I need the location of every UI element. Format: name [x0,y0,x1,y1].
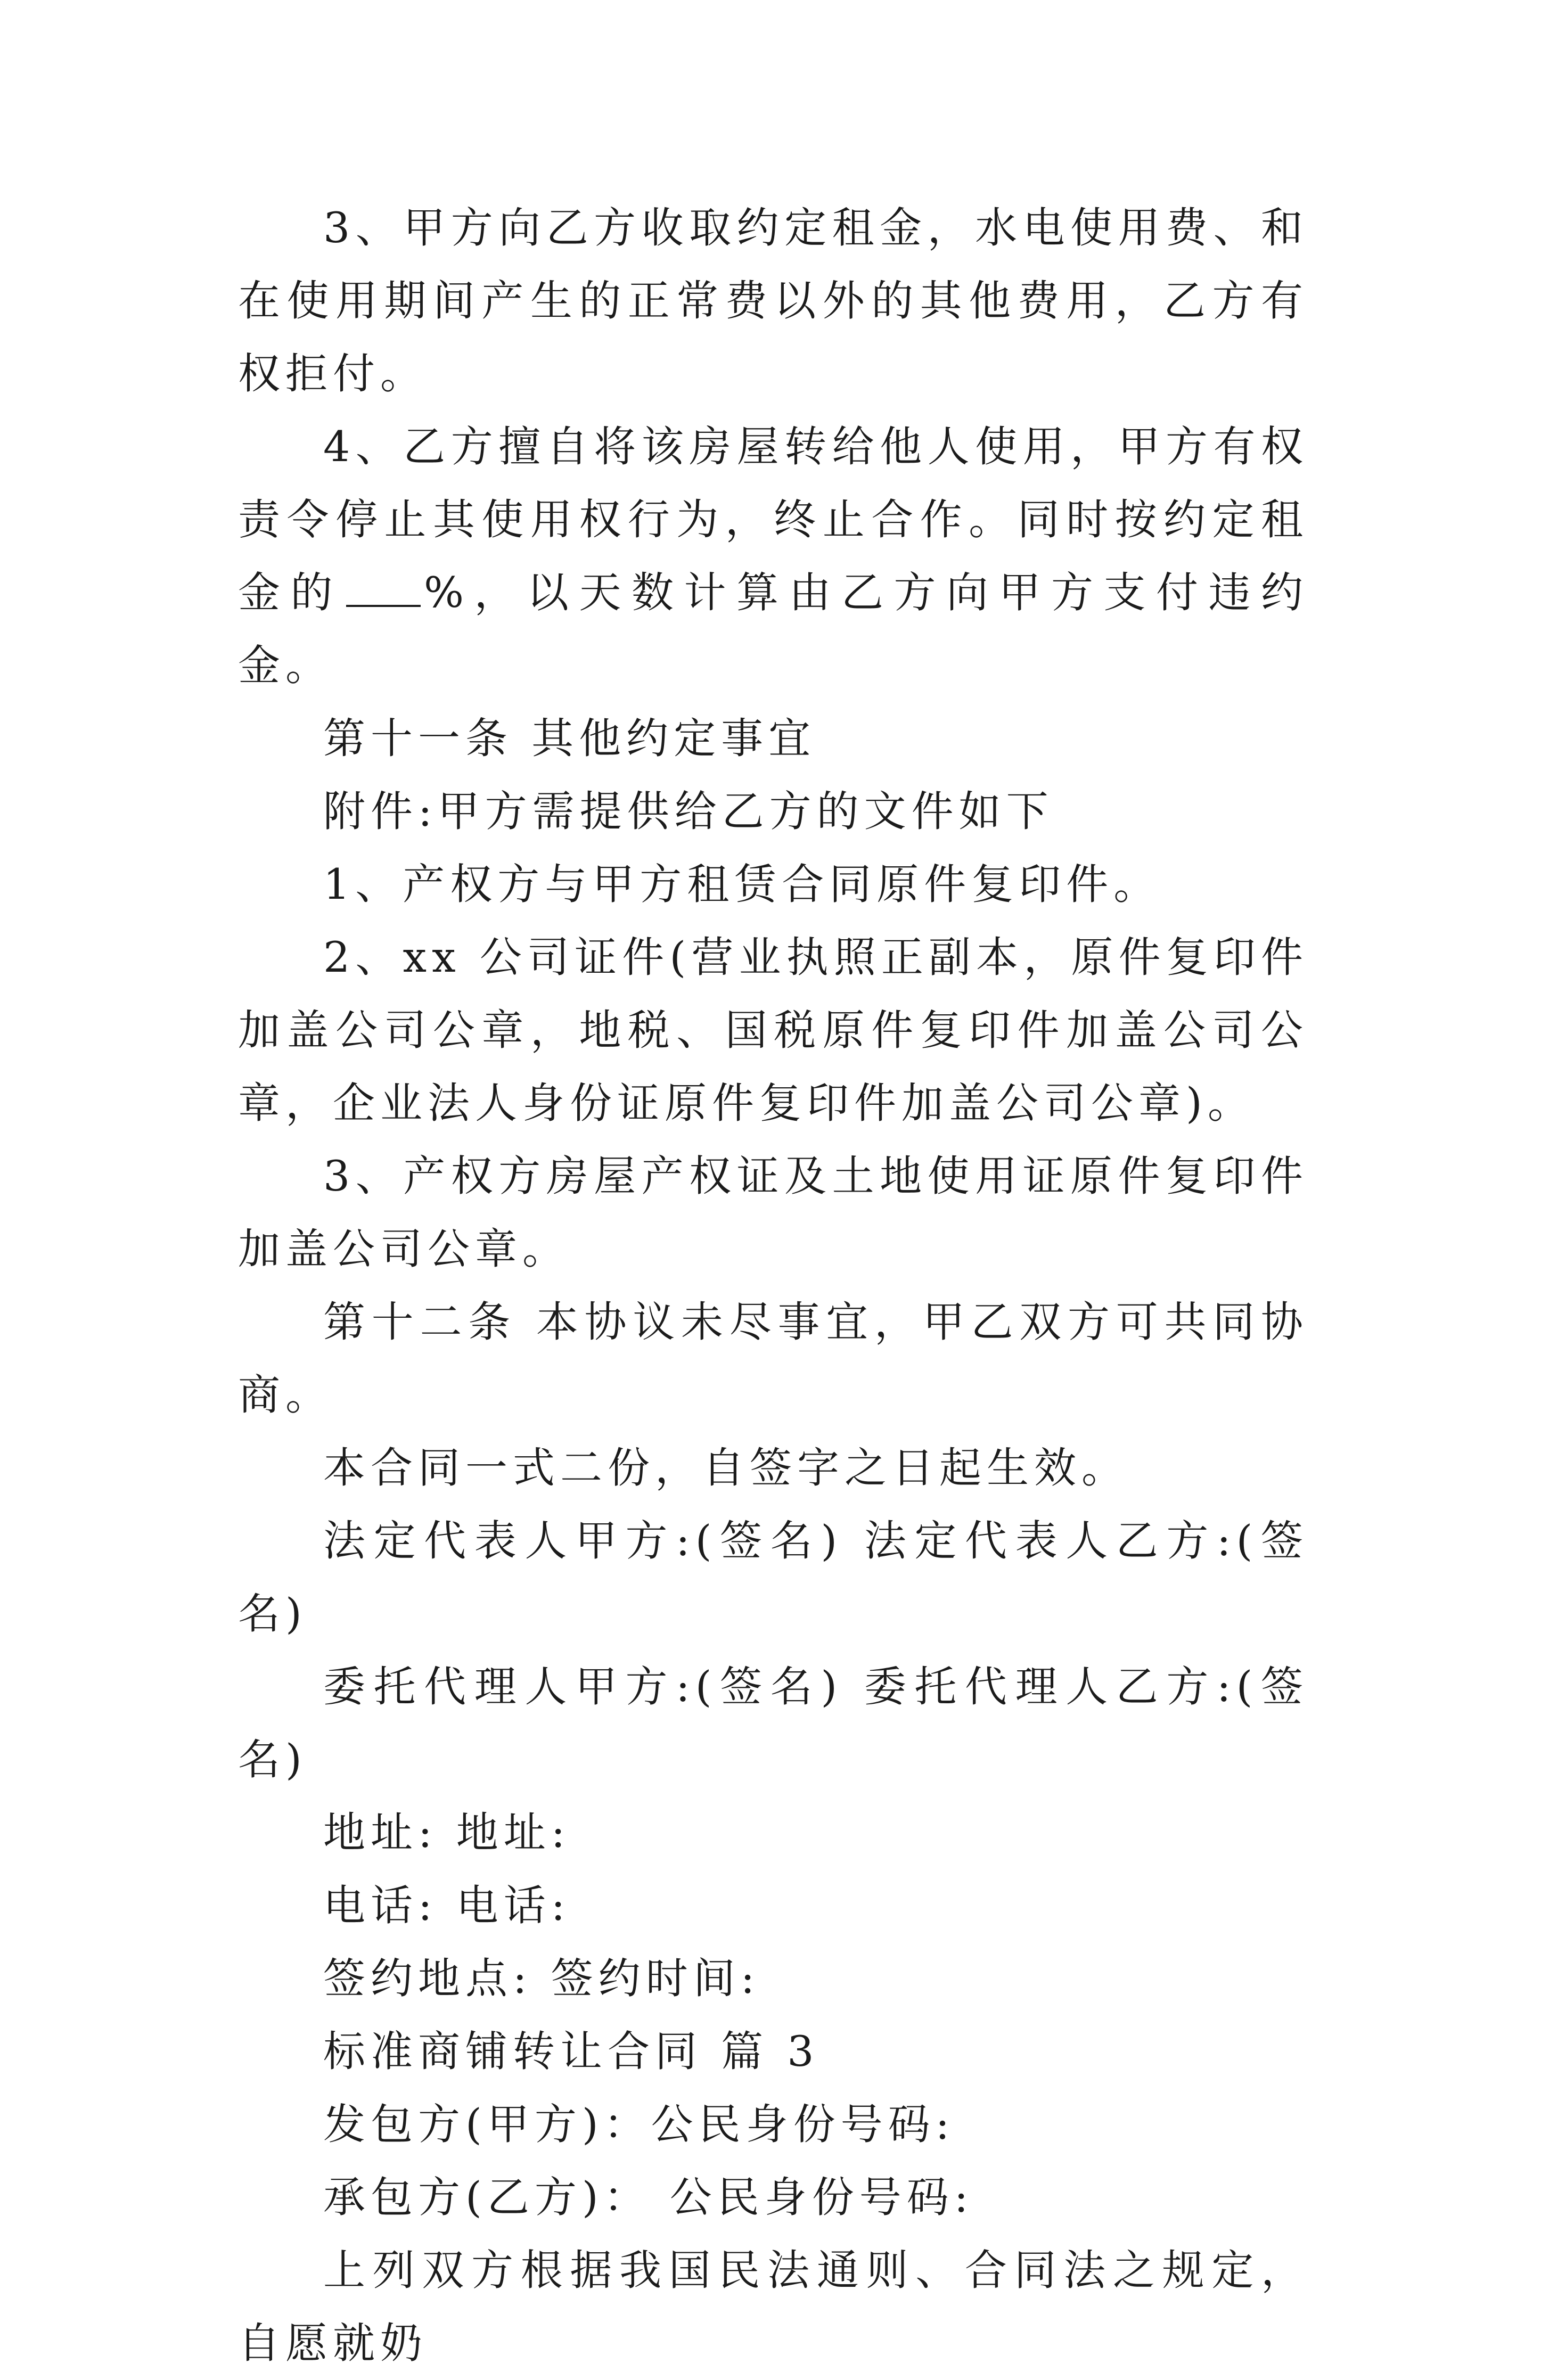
attachment-heading: 附件:甲方需提供给乙方的文件如下 [323,787,1054,836]
attachment-item-2: 2、xx 公司证件(营业执照正副本，原件复印件加盖公司公章，地税、国税原件复印件加盖公司公章，企业法人身份证原件复印件加盖公司公章)。 [238,933,1308,1128]
party-b-line: 承包方(乙方)： 公民身份号码: [323,2173,974,2222]
article-12: 第十二条 本协议未尽事宜，甲乙双方可共同协商。 [238,1298,1308,1419]
signing-place-time-line: 签约地点: 签约时间: [323,1954,760,2003]
contract-copies-note: 本合同一式二份，自签字之日起生效。 [323,1443,1129,1492]
phone-line: 电话: 电话: [323,1881,571,1930]
intro-paragraph: 上列双方根据我国民法通则、合同法之规定，自愿就奶 [238,2246,1308,2368]
authorized-agent-signature-line: 委托代理人甲方:(签名) 委托代理人乙方:(签名) [238,1662,1308,1784]
article-11-heading: 第十一条 其他约定事宜 [323,714,816,763]
document-body [238,192,1308,2380]
paragraph-clause-3: 3、甲方向乙方收取约定租金，水电使用费、和在使用期间产生的正常费以外的其他费用，乙方有权拒付。 [238,203,1308,398]
party-a-line: 发包方(甲方)：公民身份号码: [323,2100,955,2149]
clause-4-text-after-blank: %，以天数计算由乙方向甲方支付违约金。 [238,568,1308,690]
clause-4-text-before-blank: 4、乙方擅自将该房屋转给他人使用，甲方有权责令停止其使用权行为，终止合作。同时按约定租金的 [238,422,1308,617]
attachment-item-3: 3、产权方房屋产权证及土地使用证原件复印件加盖公司公章。 [238,1152,1308,1274]
address-line: 地址: 地址: [323,1808,571,1857]
percentage-blank [346,568,421,607]
attachment-item-1: 1、产权方与甲方租赁合同原件复印件。 [323,860,1161,909]
section-title: 标准商铺转让合同 篇 3 [323,2027,819,2076]
legal-representative-signature-line: 法定代表人甲方:(签名) 法定代表人乙方:(签名) [238,1516,1308,1638]
paragraph-clause-4 [238,411,1308,702]
